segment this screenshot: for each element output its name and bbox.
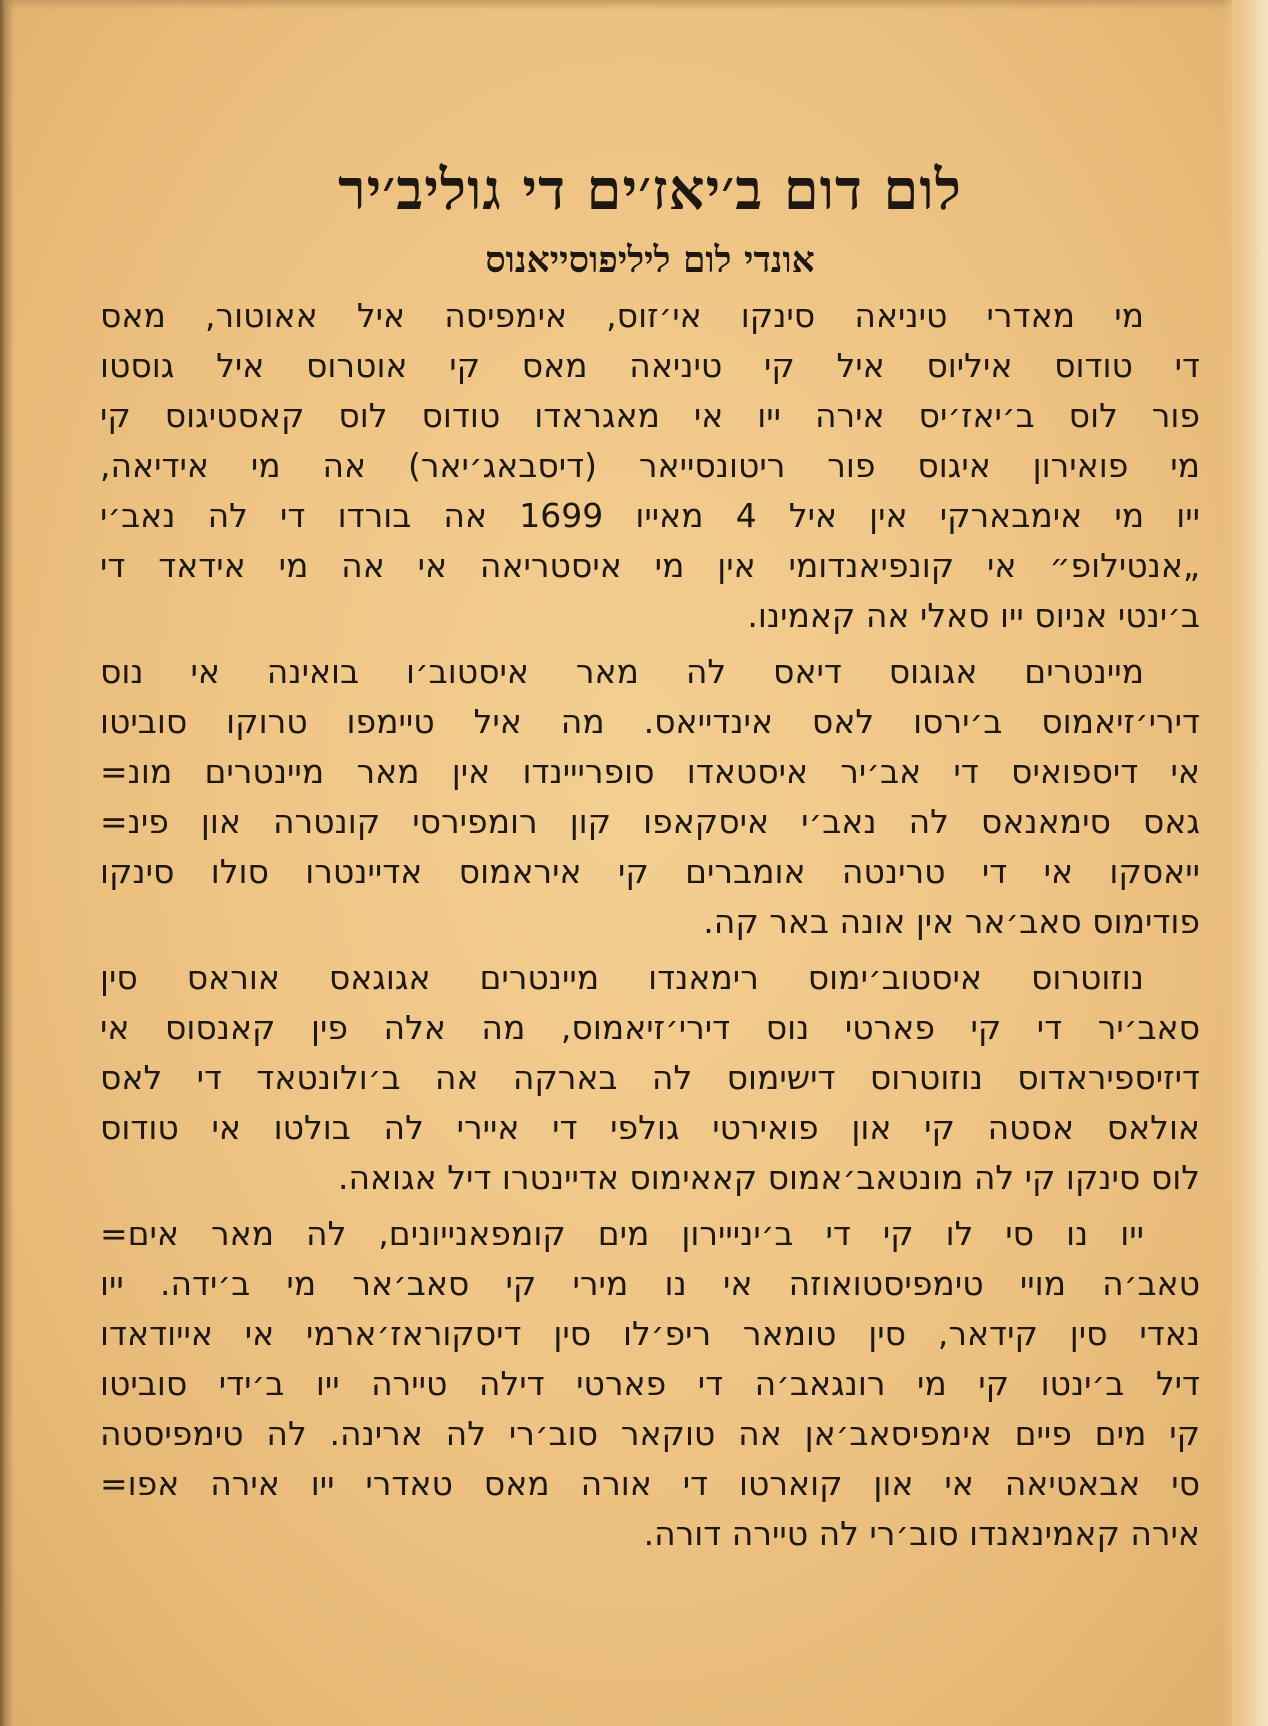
paper-fold-stripe <box>1232 0 1238 1726</box>
paragraph-3 <box>100 953 1200 1203</box>
paper-top-edge <box>0 0 1268 10</box>
paper-left-edge <box>0 0 14 1726</box>
text-line: אירה קאמינאנדו סוב׳רי לה טיירה דורה. <box>643 1514 1200 1553</box>
text-line: ייאסקו אי די טרינטה אומברים קי איראמוס אדיינטרו סולו סינקו <box>100 852 1200 891</box>
text-line: לוס סינקו קי לה מונטאב׳אמוס קאאימוס אדיינטרו דיל אגואה. <box>337 1158 1200 1197</box>
text-line: גאס סימאנאס לה נאב׳י איסקאפו קון רומפירסי קונטרה און פינ= <box>100 802 1200 841</box>
paragraph-2 <box>100 647 1200 947</box>
document-title: לום דום ב׳יאז׳ים די גוליב׳יר <box>338 157 962 223</box>
text-line: סי אבאטיאה אי און קוארטו די אורה מאס טאדרי ייו אירה אפו= <box>100 1464 1200 1503</box>
paragraph-4 <box>100 1209 1200 1559</box>
text-line: סאב׳יר די קי פארטי נוס דירי׳זיאמוס, מה אלה פין קאנסוס אי <box>100 1008 1200 1047</box>
text-line: פור לוס ב׳יאז׳יס אירה ייו אי מאגראדו טודוס לוס קאסטיגוס קי <box>100 396 1200 435</box>
text-line: פודימוס סאב׳אר אין אונה באר קה. <box>703 902 1200 941</box>
text-line: מי פואירון איגוס פור ריטונסייאר (דיסבאג׳יאר) אה מי אידיאה, <box>100 446 1200 485</box>
text-line: נאדי סין קידאר, סין טומאר ריפ׳לו סין דיסקוראז׳ארמי אי אייודאדו <box>100 1314 1200 1353</box>
text-line: ייו נו סי לו קי די ב׳ינייירון מים קומפאנייונים, לה מאר אים= <box>100 1214 1144 1253</box>
text-line: אולאס אסטה קי און פואירטי גולפי די איירי לה בולטו אי טודוס <box>100 1108 1200 1147</box>
text-line: טאב׳ה מויי טימפיסטואוזה אי נו מירי קי סאב׳אר מי ב׳ידה. ייו <box>100 1264 1200 1303</box>
text-line: ב׳ינטי אניוס ייו סאלי אה קאמינו. <box>747 596 1200 635</box>
text-line: מיינטרים אגוגוס דיאס לה מאר איסטוב׳ו בואינה אי נוס <box>100 652 1144 691</box>
paragraph-1 <box>100 291 1200 641</box>
text-line: דיל ב׳ינטו קי מי רונגאב׳ה די פארטי דילה טיירה ייו ב׳ידי סוביטו <box>100 1364 1200 1403</box>
text-line: אי דיספואיס די אב׳יר איסטאדו סופרייינדו אין מאר מיינטרים מונ= <box>100 752 1200 791</box>
text-line: מי מאדרי טיניאה סינקו אי׳זוס, אימפיסה איל אאוטור, מאס <box>100 296 1144 335</box>
document-body <box>100 155 1200 1559</box>
text-line: „אנטילופ״ אי קונפיאנדומי אין מי איסטריאה אי אה מי אידאד די <box>100 546 1200 585</box>
text-line: די טודוס איליוס איל קי טיניאה מאס קי אוטרוס איל גוסטו <box>100 346 1200 385</box>
document-subtitle: אונדי לום ליליפוסייאנוס <box>485 239 815 281</box>
text-line: דירי׳זיאמוס ב׳ירסו לאס אינדייאס. מה איל טיימפו טרוקו סוביטו <box>100 702 1200 741</box>
text-line: דיזיספיראדוס נוזוטרוס דישימוס לה בארקה אה ב׳ולונטאד די לאס <box>100 1058 1200 1097</box>
text-line: נוזוטרוס איסטוב׳ימוס רימאנדו מיינטרים אגוגאס אוראס סין <box>100 958 1144 997</box>
text-line: ייו מי אימבארקי אין איל 4 מאייו 1699 אה בורדו די לה נאב׳י <box>100 496 1200 535</box>
text-line: קי מים פיים אימפיסאב׳אן אה טוקאר סוב׳רי לה ארינה. לה טימפיסטה <box>100 1414 1200 1453</box>
paper-right-edge <box>1222 0 1268 1726</box>
